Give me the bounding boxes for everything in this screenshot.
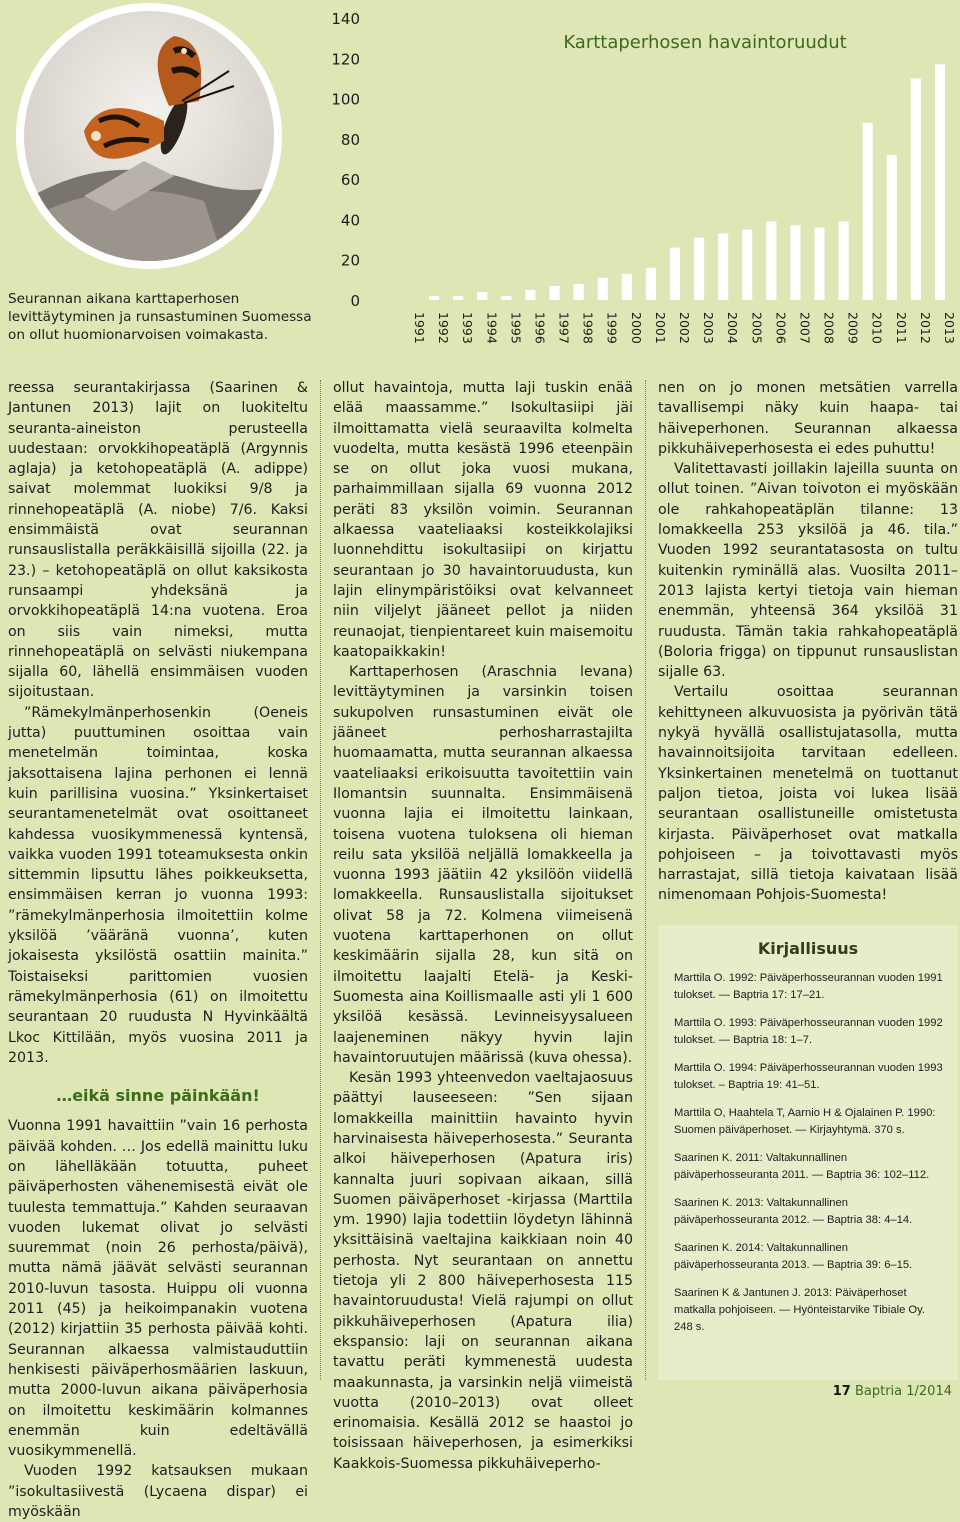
y-tick-label: 100 — [331, 90, 360, 109]
section-heading: …eikä sinne päinkään! — [56, 1086, 260, 1106]
bar-2004 — [718, 234, 728, 300]
bar-1996 — [525, 290, 535, 300]
bar-chart — [320, 0, 960, 350]
x-tick-label: 1995 — [508, 312, 524, 344]
publication-name: Baptria 1/2014 — [854, 1384, 952, 1399]
x-tick-label: 1991 — [412, 312, 428, 344]
x-tick-label: 2008 — [821, 312, 837, 344]
paragraph: reessa seurantakirjassa (Saarinen & Jantunen 2013) lajit on luokiteltu seuranta-aineiston perusteella uudestaan: orvokkihopeatäplä (Argynnis aglaja) ja ketohopeatäplä (A. adippe) saivat molemmat luokiksi 9/8 ja rinnehopeatäplä (A. niobe) 7/6. Kaksi ensimmäistä ovat seurannan runsauslistalla peräkkäisillä sijoilla (22. ja 23.) – ketohopeatäplä on ollut kaksikosta runsaampi yhdeksänä ja orvokkihopeatäplä 14:na vuotena. Eroa on siis vain nimeksi, mutta rinnehopeatäplä on selvästi niukempana sijalla 60, lähellä ensimmäisen vuoden sijoitustaan. — [8, 380, 308, 701]
bar-2005 — [742, 230, 752, 301]
bar-2003 — [694, 238, 704, 300]
paragraph: Vuonna 1991 havaittiin ”vain 16 perhosta päivää kohden. … Jos edellä mainittu luku on lähelläkään totuutta, puheet päiväperhosten vähenemisestä eivät ole tuulesta temmattuja.” Kahden seuraavan vuoden lukemat olivat jo selvästi suuremmat (noin 26 perhosta/päivä), mutta nämä jäävät selvästi seurannan 2010-luvun tasosta. Huippu oli vuonna 2011 (45) ja heikoimpanakin vuotena (2012) kirjattiin 35 perhosta päivää kohti. Seurannan alkaessa valmistauduttiin henkisesti päiväperhosmäärien laskuun, mutta 2000-luvun aikana päiväperhosia on ilmoitettu keskimäärin kolmannes enemmän kuin edeltävällä vuosikymmenellä. — [8, 1118, 308, 1460]
bar-1997 — [550, 286, 560, 300]
bar-2011 — [887, 155, 897, 300]
x-tick-label: 2001 — [652, 312, 668, 344]
reference-item: Marttila O. 1993: Päiväperhosseurannan vuoden 1992 tulokset. — Baptria 18: 1–7. — [674, 1017, 943, 1046]
paragraph: Valitettavasti joillakin lajeilla suunta on ollut toinen. ”Aivan toivoton ei myöskään ole rahkahopeatäplän tilanne: 13 lomakkeella 253 yksilöä ja 46. tila.” Vuoden 1992 seurantatasosta on tultu kuitenkin ryminällä alas. Vuosilta 2011–2013 lajista kertyi tietoja vain hieman enemmän, yhteensä 364 yksilöä 31 ruudusta. Tämän takia rahkahopeatäplä (Boloria frigga) on tippunut runsauslistan sijalle 63. — [658, 461, 958, 681]
y-tick-label: 140 — [331, 10, 360, 28]
bar-1994 — [477, 292, 487, 300]
text-column-2 — [333, 378, 633, 1474]
column-divider — [645, 380, 646, 1380]
reference-item: Saarinen K. 2014: Valtakunnallinen päiväperhosseuranta 2013. — Baptria 39: 6–15. — [674, 1242, 913, 1271]
reference-item: Saarinen K. 2013: Valtakunnallinen päiväperhosseuranta 2012. — Baptria 38: 4–14. — [674, 1197, 913, 1226]
page-footer — [833, 1384, 952, 1399]
bar-1992 — [429, 296, 439, 300]
x-tick-label: 1996 — [532, 312, 548, 344]
photo-caption: Seurannan aikana karttaperhosen levittäytyminen ja runsastuminen Suomessa on ollut huomionarvoisen voimakasta. — [8, 291, 312, 343]
bar-1993 — [453, 296, 463, 300]
reference-item: Marttila O. 1992: Päiväperhosseurannan vuoden 1991 tulokset. — Baptria 17: 17–21. — [674, 972, 943, 1001]
x-tick-label: 2007 — [797, 312, 813, 344]
y-tick-label: 120 — [331, 50, 360, 69]
x-tick-label: 1993 — [460, 312, 476, 344]
paragraph: Vuoden 1992 katsauksen mukaan ”isokultasiivestä (Lycaena dispar) ei myöskään — [8, 1463, 308, 1521]
y-tick-label: 80 — [340, 130, 360, 149]
bar-2012 — [911, 78, 921, 300]
x-tick-label: 2011 — [893, 312, 909, 344]
bar-2001 — [646, 268, 656, 300]
paragraph: Karttaperhosen (Araschnia levana) levittäytyminen ja varsinkin toisen sukupolven runsastuminen eivät ole jääneet perhosharrastajilta huomaamatta, mutta seurannan alkaessa vaateliaaksi erikoisuutta tavoitettiin vain Ilomantsin suunnalta. Ensimmäisenä vuonna lajia ei ilmoitettu lainkaan, toisena vuotena tuloksena oli hieman reilu sata yksilöä neljällä lomakkeella ja vuonna 1993 jäätiin 42 yksilöön viidellä lomakkeella. Runsauslistalla sijoitukset olivat 58 ja 72. Kolmena viimeisenä vuotena karttaperhonen on ollut keskimäärin sijalla 28, kun sitä on ilmoitettu laajalti Etelä- ja Keski-Suomesta aina Koillismaalle asti yli 1 600 yksilöä kesässä. Levinneisyysalueen laajeneminen näkyy hyvin lajin havaintoruutujen määrissä (kuva ohessa). — [333, 664, 633, 1066]
x-tick-label: 2004 — [725, 312, 741, 344]
x-tick-label: 1992 — [436, 312, 452, 344]
y-tick-label: 40 — [340, 211, 360, 230]
bar-2000 — [622, 274, 632, 300]
bar-2002 — [670, 248, 680, 300]
paragraph: ”Rämekylmänperhosenkin (Oeneis jutta) puuttuminen osoittaa vain menetelmän toimintaa, koska jaksottaisena lajina perhonen ei lennä kuin parillisina vuosina.” Yksinkertaiset seurantamenetelmät ovat osoittaneet kahdessa vuosikymmenessä kyntensä, vaikka vuoden 1991 toteamuksesta onkin sittemmin lipsuttu lähes poikkeuksetta, ensimmäisen kerran jo vuonna 1993: ”rämekylmänperhosia ilmoitettiin kolme yksilöä ’vääränä vuonna’, kuten jokaisesta yksilöstä osattiin mainita.” Toistaiseksi parittomien vuosien rämekylmänperhosia (61) on ilmoitettu seurantaan 20 ruudusta N Hyvinkäältä Lkoc Kittilään, myös vuosina 2011 ja 2013. — [8, 704, 308, 1066]
page-number: 17 — [832, 1384, 851, 1399]
butterfly-photo — [16, 3, 282, 269]
paragraph: Vertailu osoittaa seurannan kehittyneen alkuvuosista ja pyörivän tätä nykyä hyvällä osallistujatasolla, mutta havainnoitsijoita tarvitaan edelleen. Yksinkertainen menetelmä on tuottanut paljon tietoa, joista voi lukea lisää seurantaan osallistuneille omistetusta kirjasta. Päiväperhoset ovat matkalla pohjoiseen – ja toivottavasti myös harrastajat, sillä tietoja kaivataan lisää nimenomaan Pohjois-Suomesta! — [658, 684, 958, 904]
butterfly-illustration — [24, 11, 274, 261]
x-tick-label: 1999 — [604, 312, 620, 344]
bar-2006 — [766, 221, 776, 300]
x-tick-label: 1998 — [580, 312, 596, 344]
x-tick-label: 2002 — [677, 312, 692, 344]
reference-item: Saarinen K. 2011: Valtakunnallinen päiväperhosseuranta 2011. — Baptria 36: 102–112. — [674, 1152, 930, 1181]
chart-title: Karttaperhosen havaintoruudut — [563, 32, 847, 53]
x-tick-label: 2003 — [701, 312, 717, 344]
y-tick-label: 60 — [340, 171, 360, 190]
reference-item: Saarinen K & Jantunen J. 2013: Päiväperhoset matkalla pohjoiseen. — Hyönteistarvike Tibiale Oy. 248 s. — [674, 1287, 926, 1333]
reference-item: Marttila O. 1994: Päiväperhosseurannan vuoden 1993 tulokset. – Baptria 19: 41–51. — [674, 1062, 943, 1091]
x-tick-label: 1997 — [556, 312, 572, 344]
paragraph: nen on jo monen metsätien varrella tavallisempi näky kuin haapa- tai häiveperhonen. Seurannan alkaessa pikkuhäiveperhosesta ei edes puhuttu! — [658, 380, 958, 457]
y-tick-label: 20 — [340, 251, 360, 270]
chart-svg — [320, 0, 960, 350]
bar-2013 — [935, 64, 945, 300]
bar-2007 — [790, 225, 800, 300]
x-tick-label: 1994 — [484, 312, 500, 344]
x-tick-label: 2009 — [845, 312, 861, 344]
x-tick-label: 2013 — [941, 312, 957, 344]
bar-1999 — [598, 278, 608, 300]
literature-title: Kirjallisuus — [757, 939, 859, 958]
bar-2008 — [814, 227, 824, 300]
reference-item: Marttila O, Haahtela T, Aarnio H & Ojalainen P. 1990: Suomen päiväperhoset. — Kirjayhtymä. 370 s. — [674, 1107, 936, 1136]
paragraph: Kesän 1993 yhteenvedon vaeltajaosuus päättyi lauseeseen: ”Sen sijaan lomakkeilla mainittiin havainto hyvin harvinaisesta häiveperhosesta.” Seuranta alkoi häiveperhosen (Apatura iris) kannalta juuri sopivaan aikaan, sillä Suomen päiväperhoset -kirjassa (Marttila ym. 1990) lajia todettiin löydetyn lähinnä yksittäisinä vaeltajina kaikkiaan noin 40 perhosta. Nyt seurantaan on annettu tietoja yli 2 800 häiveperhosesta 115 havaintoruudusta! Vielä rajumpi on ollut pikkuhäiveperhosen (Apatura ilia) ekspansio: laji on seurannan aikana tavattu peräti kymmenestä uudesta maakunnasta, ja varsinkin neljä viimeistä vuotta (2010–2013) ovat olleet erinomaisia. Kesällä 2012 se haastoi jo toisissaan häiveperhosen, ja esimerkiksi Kaakkois-Suomessa pikkuhäiveperho- — [333, 1070, 633, 1472]
bar-2010 — [863, 123, 873, 300]
x-tick-label: 2005 — [749, 312, 765, 344]
column-divider — [320, 380, 321, 1380]
text-column-3 — [658, 378, 958, 906]
bar-2009 — [839, 221, 849, 300]
literature-box — [658, 925, 958, 1380]
x-tick-label: 2000 — [628, 312, 644, 344]
y-tick-label: 0 — [350, 292, 360, 310]
bar-1998 — [574, 284, 584, 300]
x-tick-label: 2012 — [917, 312, 933, 344]
text-column-1 — [8, 378, 308, 1522]
x-tick-label: 2006 — [773, 312, 789, 344]
x-tick-label: 2010 — [869, 312, 885, 344]
bar-1995 — [501, 296, 511, 300]
paragraph: ollut havaintoja, mutta laji tuskin enää elää maassamme.” Isokultasiipi jäi ilmoittamatta vielä seuraavilta kolmelta vuodelta, mutta kesästä 1996 eteenpäin se on ollut joka vuosi mukana, parhaimmillaan sijalla 69 vuonna 2012 peräti 83 yksilön voimin. Seurannan alkaessa vaateliaaksi kosteikkolajiksi luonnehdittu isokultasiipi on kirjattu seurantaan jo 30 havaintoruudusta, kun lajin elinympäristöiksi ovat kelvanneet niin viljelyt jääneet pellot ja niiden reunaojat, tienpientareet kuin maisemoitu kaatopaikkakin! — [333, 380, 633, 660]
